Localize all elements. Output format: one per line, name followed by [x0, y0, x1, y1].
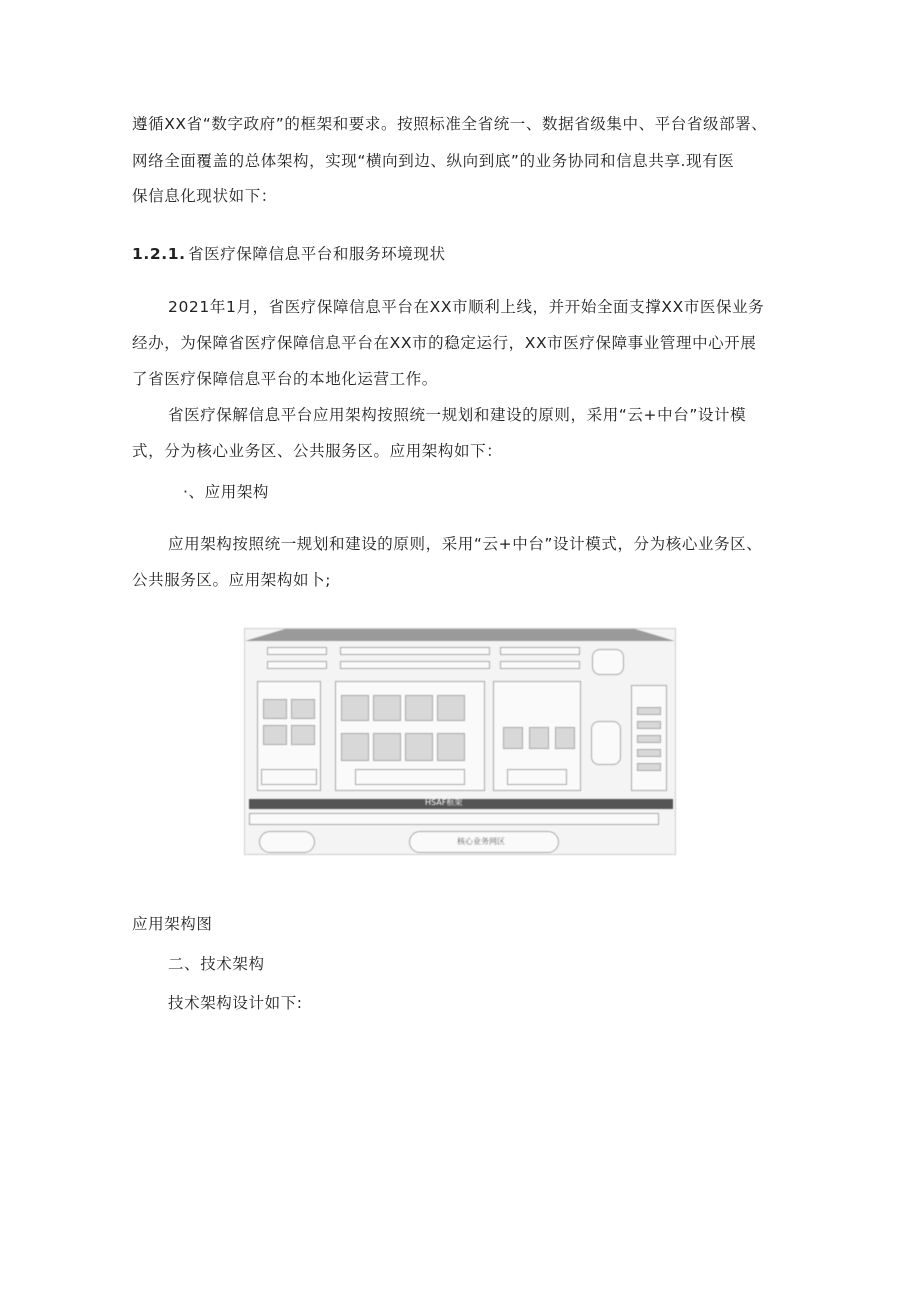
bullet-heading: ·、应用架构 — [183, 483, 270, 501]
diagram-top-row-mid-2 — [340, 661, 490, 669]
diagram-center-cell-7 — [405, 733, 433, 761]
diagram-far-right-item-1 — [637, 707, 661, 715]
diagram-cloud-left — [259, 831, 315, 853]
paragraph-1-line-2: 网络全面覆盖的总体架构，实现“横向到边、纵向到底”的业务协同和信息共享.现有医 — [132, 152, 735, 170]
diagram-right-cell-3 — [555, 727, 575, 749]
diagram-top-row-left — [267, 647, 327, 655]
paragraph-5: 技术架构设计如下: — [168, 994, 303, 1012]
heading-number: 1.2.1. — [132, 245, 186, 263]
diagram-left-bottom — [261, 769, 317, 785]
diagram-cylinder-mid — [591, 721, 621, 765]
paragraph-4-line-2: 公共服务区。应用架构如卜; — [132, 571, 332, 589]
diagram-cylinder-top — [592, 649, 624, 675]
diagram-roof — [245, 629, 675, 641]
paragraph-2-line-2: 经办，为保障省医疗保障信息平台在XX市的稳定运行，XX市医疗保障事业管理中心开展 — [132, 334, 757, 352]
diagram-center-cell-3 — [405, 695, 433, 721]
diagram-left-cell-a — [263, 699, 287, 719]
diagram-core-zone-label: 核心业务网区 — [457, 837, 505, 846]
diagram-center-cell-4 — [437, 695, 465, 721]
diagram-center-cell-2 — [373, 695, 401, 721]
heading-title: 省医疗保障信息平台和服务环境现状 — [188, 245, 446, 263]
figure-caption: 应用架构图 — [132, 915, 213, 933]
diagram-hsaf-label: HSAF框架 — [425, 798, 463, 807]
diagram-top-row-mid — [340, 647, 490, 655]
section-heading-2: 二、技术架构 — [168, 955, 265, 973]
paragraph-2-line-1: 2021年1月，省医疗保障信息平台在XX市顺利上线，并开始全面支撑XX市医保业务 — [168, 298, 765, 316]
diagram-top-row-left-2 — [267, 661, 327, 669]
paragraph-4-line-1: 应用架构按照统一规划和建设的原则，采用“云+中台”设计模式，分为核心业务区、 — [168, 535, 763, 553]
diagram-left-cell-c — [263, 725, 287, 745]
diagram-center-cell-1 — [341, 695, 369, 721]
diagram-service-row — [249, 813, 659, 825]
diagram-right-cell-1 — [503, 727, 523, 749]
diagram-far-right-item-4 — [637, 749, 661, 757]
diagram-far-right-item-2 — [637, 721, 661, 729]
paragraph-1-line-3: 保信息化现状如下： — [132, 187, 277, 205]
diagram-top-row-right — [500, 647, 580, 655]
diagram-far-right-item-5 — [637, 763, 661, 771]
diagram-left-cell-b — [291, 699, 315, 719]
paragraph-3-line-1: 省医疗保解信息平台应用架构按照统一规划和建设的原则，采用“云+中台”设计模 — [168, 406, 747, 424]
diagram-right-bottom — [507, 769, 567, 785]
diagram-far-right-item-3 — [637, 735, 661, 743]
diagram-right-cell-2 — [529, 727, 549, 749]
paragraph-2-line-3: 了省医疗保障信息平台的本地化运营工作。 — [132, 370, 438, 388]
paragraph-3-line-2: 式，分为核心业务区、公共服务区。应用架构如下： — [132, 442, 503, 460]
diagram-center-bottom — [355, 769, 465, 785]
diagram-top-row-right-2 — [500, 661, 580, 669]
diagram-center-cell-6 — [373, 733, 401, 761]
diagram-center-cell-8 — [437, 733, 465, 761]
diagram-center-cell-5 — [341, 733, 369, 761]
paragraph-1-line-1: 遵循XX省“数字政府”的框架和要求。按照标准全省统一、数据省级集中、平台省级部署、 — [132, 115, 768, 133]
diagram-left-cell-d — [291, 725, 315, 745]
architecture-diagram-image — [244, 628, 676, 855]
